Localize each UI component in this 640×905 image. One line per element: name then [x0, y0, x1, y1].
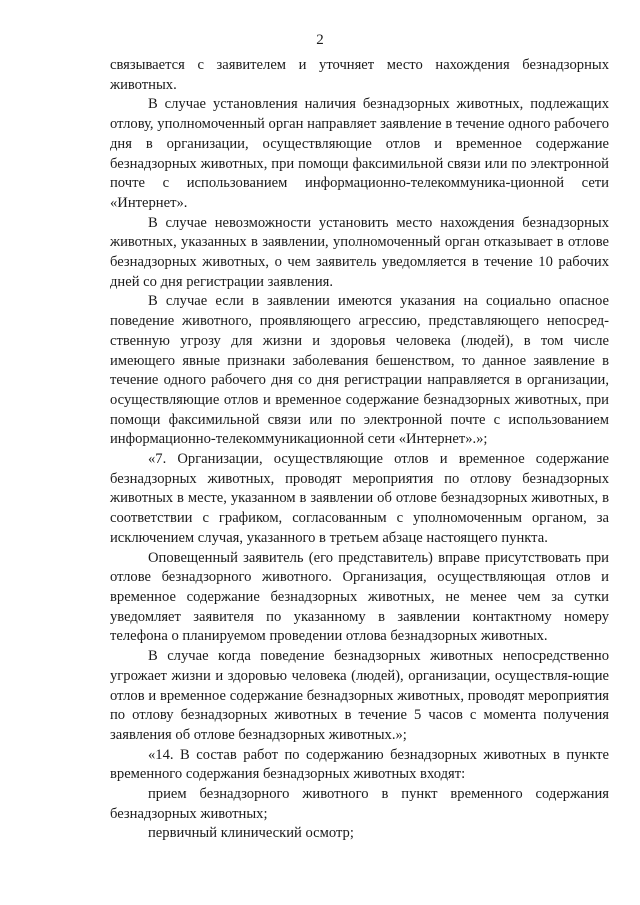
paragraph: «14. В состав работ по содержанию безнадзорных животных в пункте временного содержания безнадзорных животных входят:: [110, 746, 609, 783]
paragraph: В случае когда поведение безнадзорных животных непосредственно угрожает жизни и здоровью человека (людей), организации, осуществля-ющие отлов и временное содержание безнадзорных животных, проводят мероприятия по отлову безнадзорных животных в течение 5 часов с момента получения заявления об отлове безнадзорных животных.»;: [110, 648, 609, 743]
document-body: [110, 56, 609, 844]
paragraph: прием безнадзорного животного в пункт временного содержания безнадзорных животных;: [110, 786, 609, 822]
paragraph: Оповещенный заявитель (его представитель) вправе присутствовать при отлове безнадзорного животного. Организация, осуществляющая отлов и временное содержание безнадзорных животных, не менее чем за сутки уведомляет заявителя по указанному в заявлении контактному номеру телефона о планируемом проведении отлова безнадзорных животных.: [110, 549, 609, 645]
paragraph: «7. Организации, осуществляющие отлов и временное содержание безнадзорных животных, проводят мероприятия по отлову безнадзорных животных в месте, указанном в заявлении об отлове безнадзорных животных, в соответствии с графиком, согласованным с уполномоченным органом, за исключением случая, указанного в третьем абзаце настоящего пункта.: [110, 451, 609, 546]
paragraph: первичный клинический осмотр;: [148, 825, 354, 842]
page-number: 2: [316, 32, 324, 48]
paragraph: В случае установления наличия безнадзорных животных, подлежащих отлову, уполномоченный орган направляет заявление в течение одного рабочего дня в организации, осуществляющие отлов и временное содержание безнадзорных животных, при помощи факсимильной связи или по электронной почте с использованием информационно-телекоммуника-ционной сети «Интернет».: [110, 96, 609, 211]
paragraph: В случае если в заявлении имеются указания на социально опасное поведение животного, проявляющего агрессию, представляющего непосред-ственную угрозу для жизни и здоровья человека (людей), в том числе имеющего явные признаки заболевания бешенством, то данное заявление в течение одного рабочего дня со дня регистрации направляется в организации, осуществляющие отлов и временное содержание безнадзорных животных, при помощи факсимильной связи или по электронной почте с использованием информационно-телекоммуникационной сети «Интернет».»;: [110, 293, 609, 448]
paragraph-continuation: связывается с заявителем и уточняет место нахождения безнадзорных животных.: [110, 57, 609, 93]
paragraph: В случае невозможности установить место нахождения безнадзорных животных, указанных в заявлении, уполномоченный орган отказывает в отлове безнадзорных животных, о чем заявитель уведомляется в течение 10 рабочих дней со дня регистрации заявления.: [110, 214, 609, 290]
